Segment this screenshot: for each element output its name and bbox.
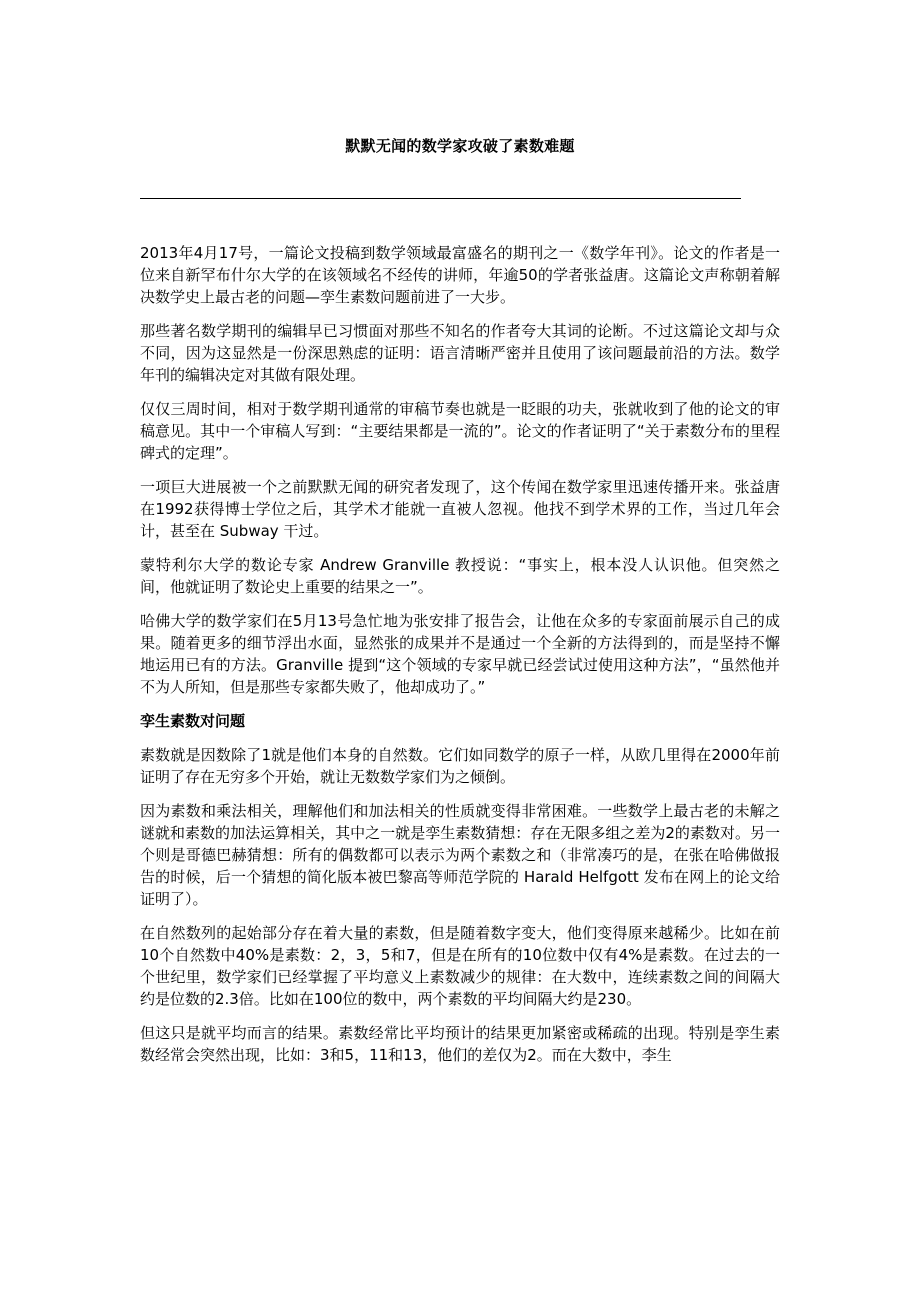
document-body	[140, 242, 780, 1078]
paragraph-1: 2013年4月17号，一篇论文投稿到数学领域最富盛名的期刊之一《数学年刊》。论文的作者是一位来自新罕布什尔大学的在该领域名不经传的讲师，年逾50的学者张益唐。这篇论文声称朝着解决数学史上最古老的问题—孪生素数问题前进了一大步。	[140, 244, 780, 306]
paragraph-2: 那些著名数学期刊的编辑早已习惯面对那些不知名的作者夸大其词的论断。不过这篇论文却与众不同，因为这显然是一份深思熟虑的证明：语言清晰严密并且使用了该问题最前沿的方法。数学年刊的编辑决定对其做有限处理。	[140, 322, 780, 384]
paragraph-3: 仅仅三周时间，相对于数学期刊通常的审稿节奏也就是一眨眼的功夫，张就收到了他的论文的审稿意见。其中一个审稿人写到：“主要结果都是一流的”。论文的作者证明了“关于素数分布的里程碑式的定理”。	[140, 400, 780, 462]
document-title: 默默无闻的数学家攻破了素数难题	[345, 137, 575, 155]
section-paragraph-3: 在自然数列的起始部分存在着大量的素数，但是随着数字变大，他们变得原来越稀少。比如在前10个自然数中40%是素数：2，3，5和7，但是在所有的10位数中仅有4%是素数。在过去的一个世纪里，数学家们已经掌握了平均意义上素数减少的规律：在大数中，连续素数之间的间隔大约是位数的2.3倍。比如在100位的数中，两个素数的平均间隔大约是230。	[140, 924, 780, 1008]
paragraph-6: 哈佛大学的数学家们在5月13号急忙地为张安排了报告会，让他在众多的专家面前展示自己的成果。随着更多的细节浮出水面，显然张的成果并不是通过一个全新的方法得到的，而是坚持不懈地运用已有的方法。Granville 提到“这个领域的专家早就已经尝试过使用这种方法”，“虽然他并不为人所知，但是那些专家都失败了，他却成功了。”	[140, 612, 780, 696]
section-paragraph-1: 素数就是因数除了1就是他们本身的自然数。它们如同数学的原子一样，从欧几里得在2000年前证明了存在无穷多个开始，就让无数数学家们为之倾倒。	[140, 746, 780, 786]
paragraph-5: 蒙特利尔大学的数论专家 Andrew Granville 教授说：“事实上，根本没人认识他。但突然之间，他就证明了数论史上重要的结果之一”。	[140, 556, 780, 596]
section-paragraph-4: 但这只是就平均而言的结果。素数经常比平均预计的结果更加紧密或稀疏的出现。特别是孪生素数经常会突然出现，比如：3和5，11和13，他们的差仅为2。而在大数中，李生	[140, 1024, 780, 1064]
section-paragraph-2: 因为素数和乘法相关，理解他们和加法相关的性质就变得非常困难。一些数学上最古老的未解之谜就和素数的加法运算相关，其中之一就是孪生素数猜想：存在无限多组之差为2的素数对。另一个则是哥德巴赫猜想：所有的偶数都可以表示为两个素数之和（非常凑巧的是，在张在哈佛做报告的时候，后一个猜想的简化版本被巴黎高等师范学院的 Harald Helfgott 发布在网上的论文给证明了）。	[140, 802, 780, 908]
section-heading: 孪生素数对问题	[140, 712, 246, 730]
title-divider	[140, 198, 741, 199]
paragraph-4: 一项巨大进展被一个之前默默无闻的研究者发现了，这个传闻在数学家里迅速传播开来。张益唐在1992获得博士学位之后，其学术才能就一直被人忽视。他找不到学术界的工作，当过几年会计，甚至在 Subway 干过。	[140, 478, 780, 540]
